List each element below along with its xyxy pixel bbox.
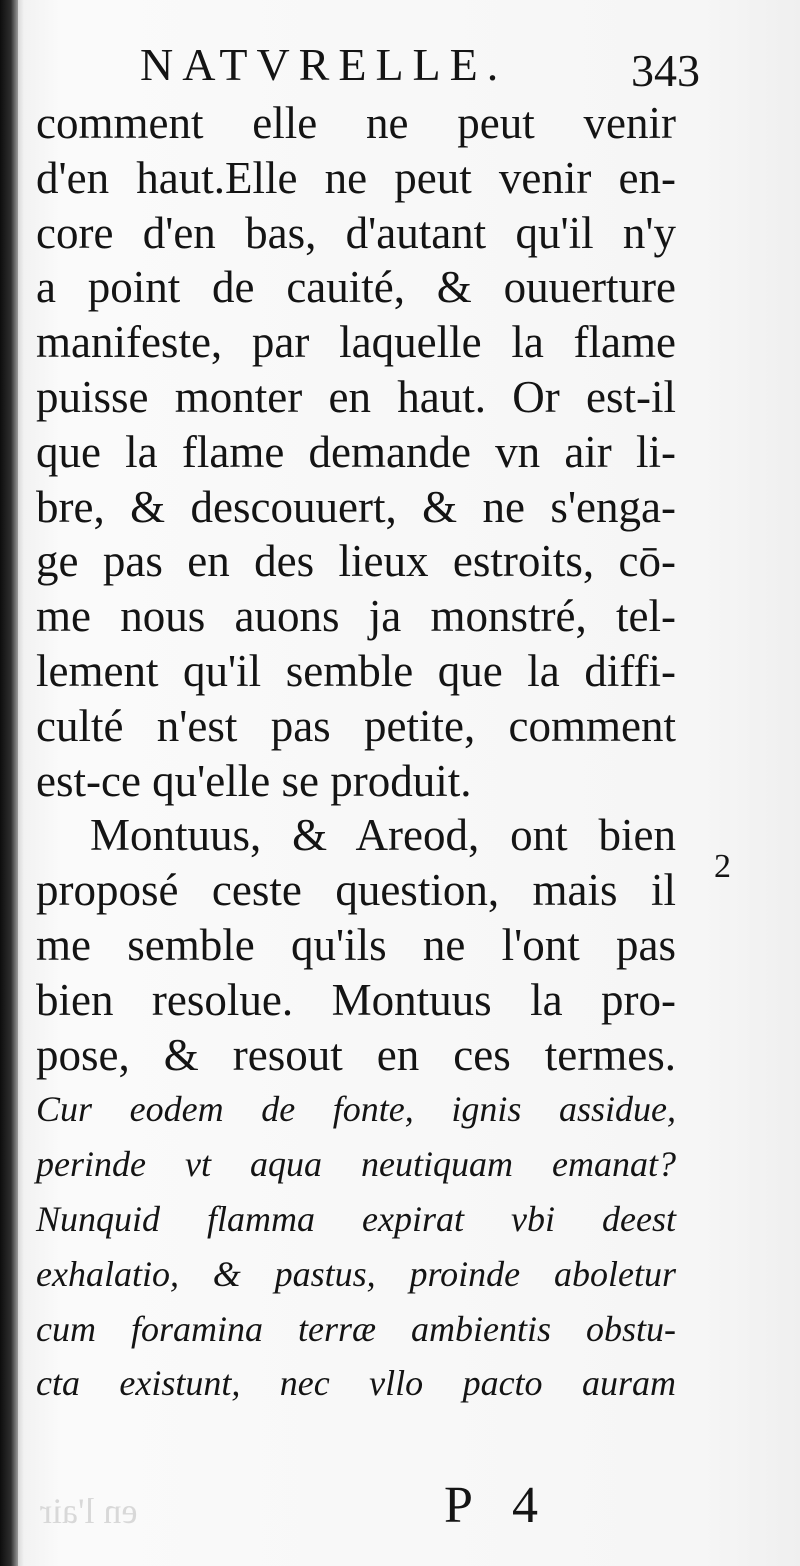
text-line: lement qu'il semble que la diffi- [36,645,676,696]
text-line: d'en haut.Elle ne peut venir en- [36,152,676,203]
bleed-through-text: en l'air [40,1491,138,1531]
text-line: ge pas en des lieux estroits, cō- [36,536,676,587]
latin-line: cum foramina terræ ambientis obstu- [36,1308,676,1349]
margin-note: 2 [714,848,731,885]
latin-quotation [36,1082,676,1411]
signature-mark: P 4 [444,1477,538,1534]
running-title: NATVRELLE. [140,39,508,90]
text-line: bre, & descouuert, & ne s'enga- [36,481,676,532]
text-line: bien resolue. Montuus la pro- [36,974,676,1025]
text-line: me semble qu'ils ne l'ont pas [36,919,676,970]
text-line: pose, & resout en ces termes. [36,1029,676,1080]
text-line: est-ce qu'elle se produit. [36,755,472,806]
latin-line: Nunquid flamma expirat vbi deest [36,1198,676,1239]
text-line: manifeste, par laquelle la flame [36,317,676,368]
text-line: puisse monter en haut. Or est-il [36,371,676,422]
text-line: me nous auons ja monstré, tel- [36,591,676,642]
text-line: core d'en bas, d'autant qu'il n'y [36,207,676,258]
latin-line: exhalatio, & pastus, proinde aboletur [36,1253,676,1294]
latin-line: perinde vt aqua neutiquam emanat? [36,1144,676,1185]
page-number: 343 [631,45,700,96]
latin-line: Cur eodem de fonte, ignis assidue, [36,1089,676,1130]
text-line: que la flame demande vn air li- [36,426,676,477]
text-line: culté n'est pas petite, comment [36,700,676,751]
text-block [36,96,676,1411]
latin-line: cta existunt, nec vllo pacto auram [36,1363,676,1404]
binding-gutter [0,0,18,1566]
paragraph-first-line: Montuus, & Areod, ont bien [90,810,676,861]
text-line: comment elle ne peut venir [36,98,676,148]
text-line: proposé ceste question, mais il [36,865,676,916]
text-line: a point de cauité, & ouuerture [36,262,676,313]
